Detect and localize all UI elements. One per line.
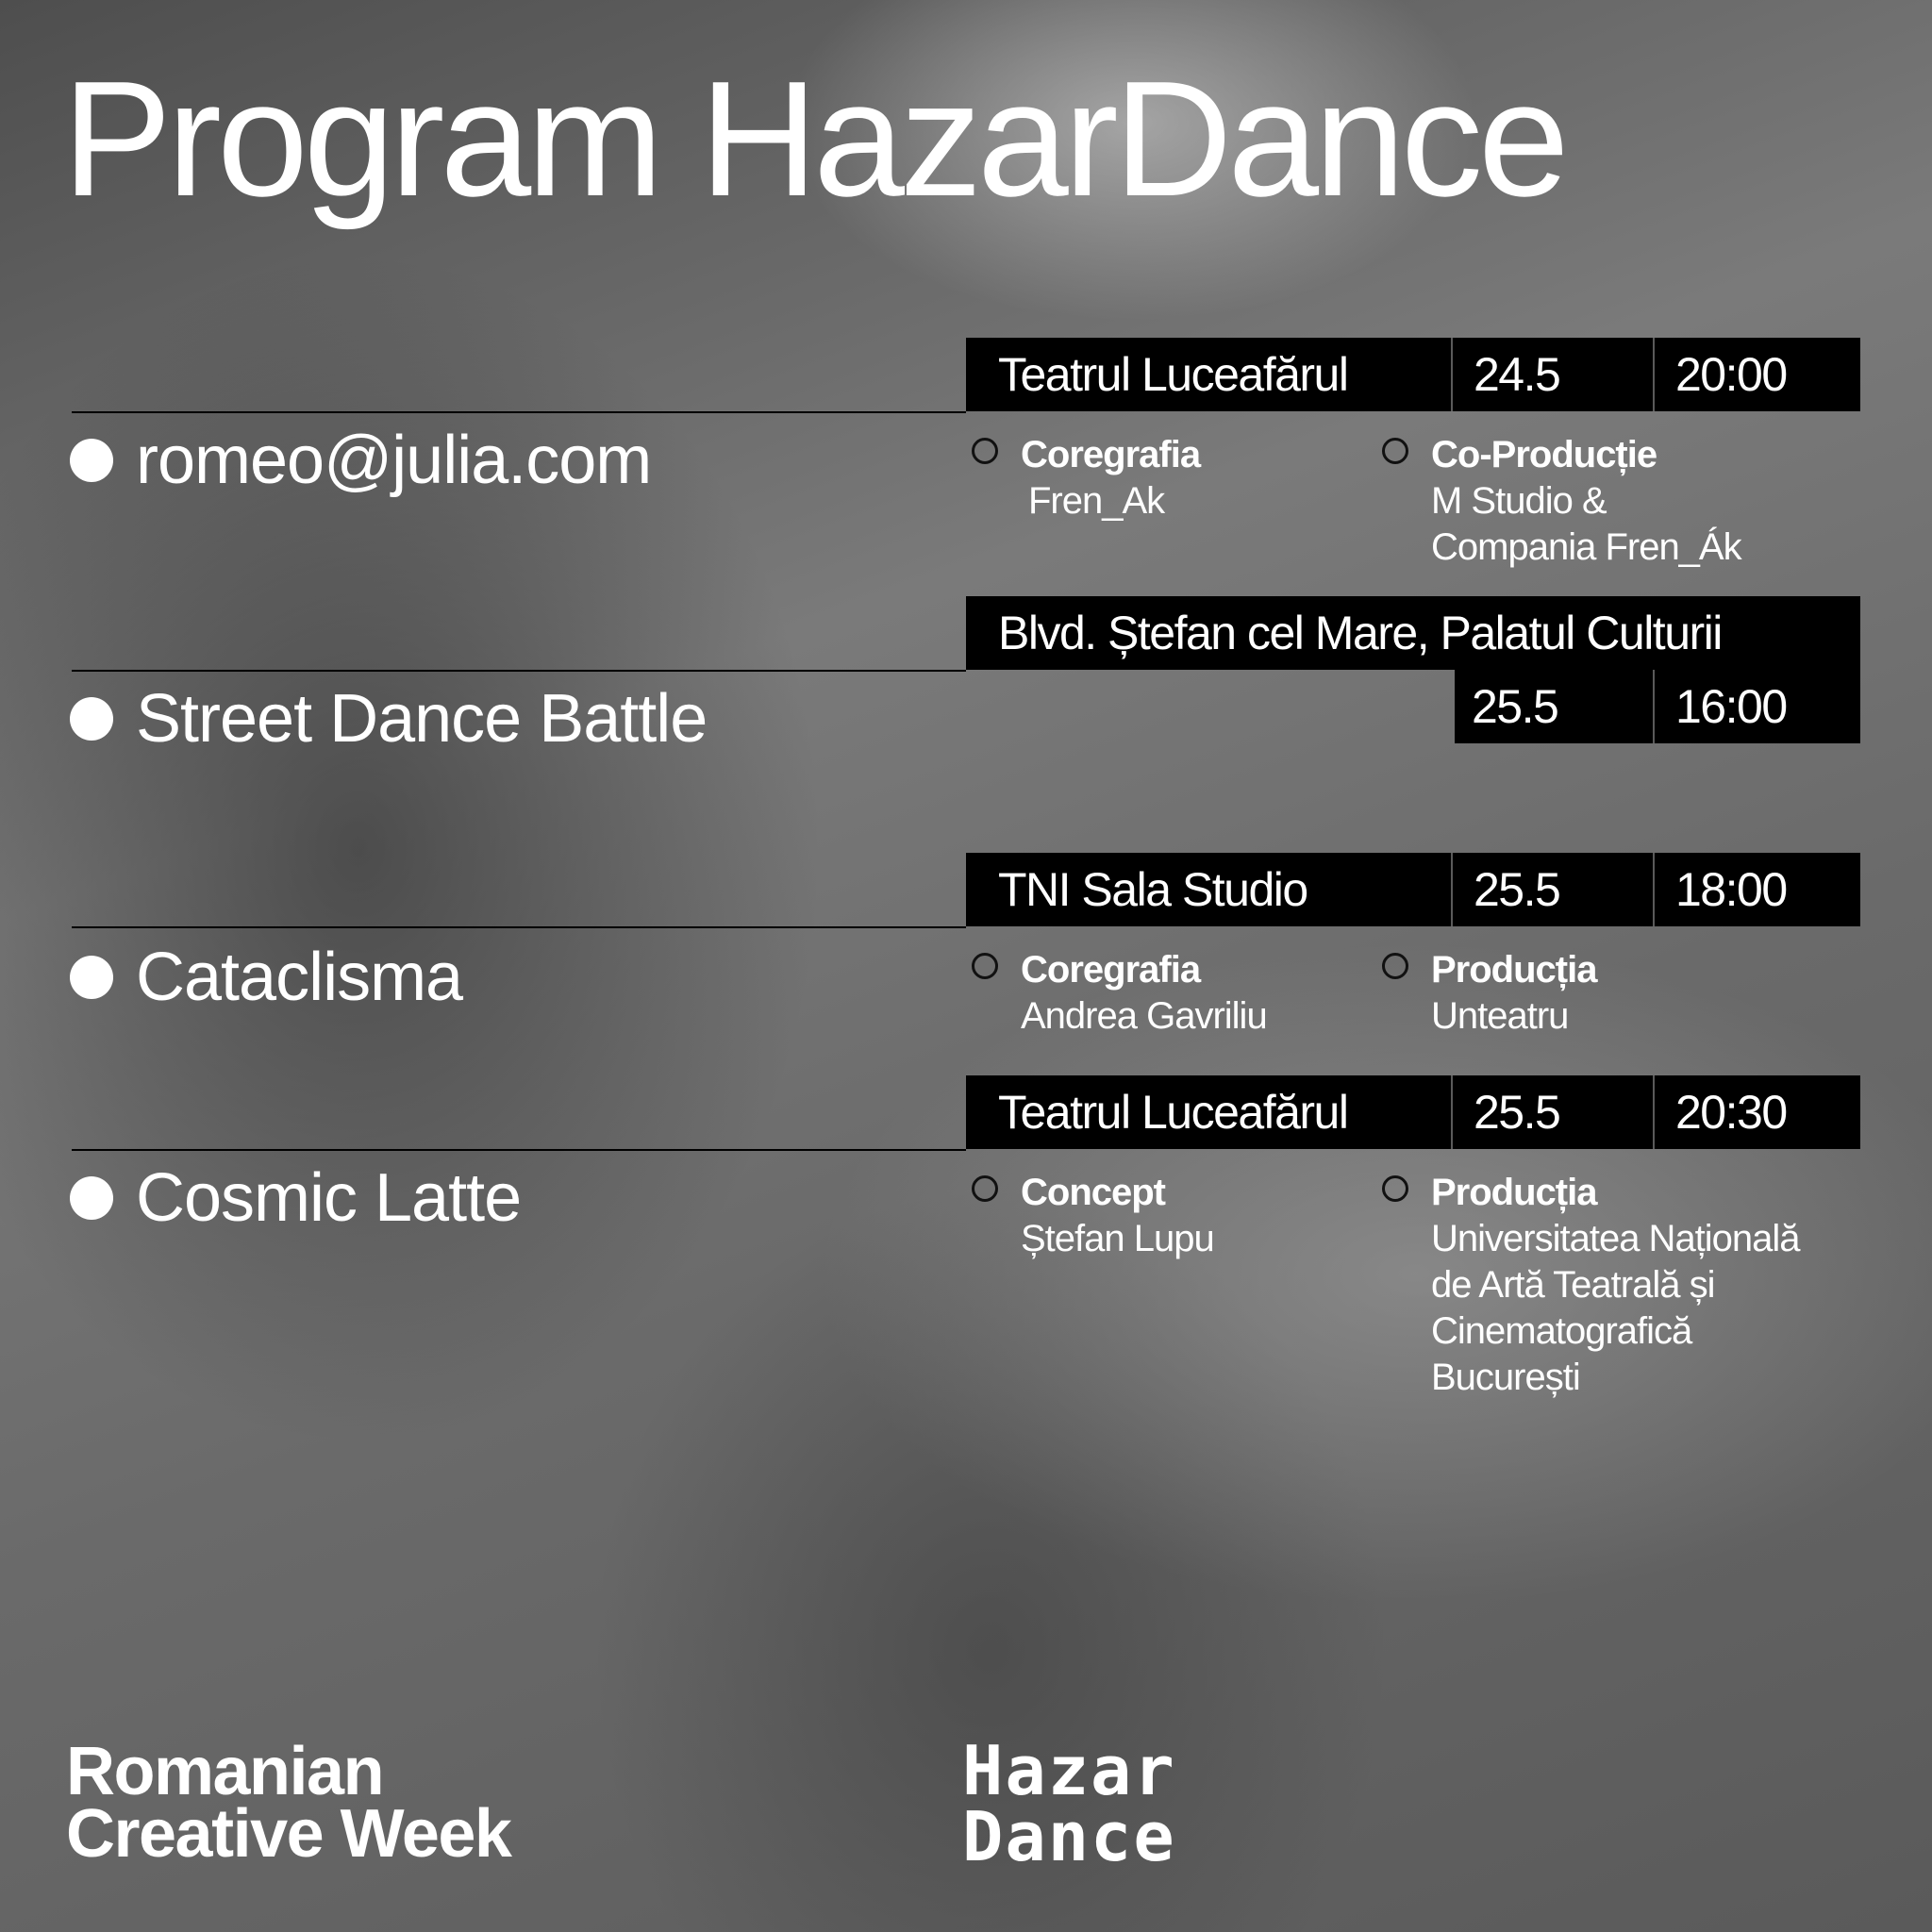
venue: Blvd. Ștefan cel Mare, Palatul Culturii <box>998 607 1722 659</box>
venue: Teatrul Luceafărul <box>998 348 1348 401</box>
hazardance-logo <box>962 1731 1176 1876</box>
page-title: Program HazarDance <box>62 46 1565 230</box>
credit-value: Universitatea Națională <box>1431 1218 1800 1259</box>
credit-value: Ștefan Lupu <box>1021 1218 1214 1259</box>
divider-line <box>72 926 966 928</box>
event-title: romeo@julia.com <box>136 423 652 498</box>
venue: Teatrul Luceafărul <box>998 1086 1348 1139</box>
divider-line <box>72 411 966 413</box>
credit-choreography <box>972 947 1267 1040</box>
event-title: Cataclisma <box>136 940 463 1015</box>
event-3-info-bar <box>966 853 1860 926</box>
credit-label: Producția <box>1431 1172 1597 1213</box>
credit-value: Andrea Gavriliu <box>1021 995 1267 1037</box>
credit-label: Producția <box>1431 949 1597 991</box>
ring-icon <box>1382 1175 1408 1202</box>
event-3-title <box>70 940 463 1015</box>
credit-value: Fren_Ak <box>1028 480 1165 522</box>
credit-label: Concept <box>1021 1172 1165 1213</box>
credit-production <box>1382 947 1596 1040</box>
time: 20:30 <box>1653 1075 1860 1149</box>
event-1-info-bar <box>966 338 1860 411</box>
festival-name-line: Romanian <box>66 1734 384 1809</box>
credit-value: Compania Fren_Ák <box>1431 526 1741 568</box>
ring-icon <box>972 438 998 464</box>
logo-line: Hazar <box>962 1731 1176 1810</box>
bullet-dot <box>70 439 113 482</box>
time: 16:00 <box>1653 670 1860 743</box>
event-title: Cosmic Latte <box>136 1160 522 1236</box>
credit-value: Cinematografică <box>1431 1310 1692 1352</box>
credit-value: M Studio & <box>1431 480 1607 522</box>
bullet-dot <box>70 697 113 741</box>
credit-value: Unteatru <box>1431 995 1569 1037</box>
credit-coproduction <box>1382 432 1741 571</box>
venue: TNI Sala Studio <box>998 863 1307 916</box>
credit-choreography <box>972 432 1200 525</box>
bullet-dot <box>70 1176 113 1220</box>
event-4-info-bar <box>966 1075 1860 1149</box>
ring-icon <box>972 1175 998 1202</box>
credit-label: Co-Producție <box>1431 434 1657 475</box>
date: 25.5 <box>1451 1075 1653 1149</box>
credit-value: București <box>1431 1357 1580 1398</box>
event-title: Street Dance Battle <box>136 681 708 757</box>
credit-production <box>1382 1170 1800 1401</box>
ring-icon <box>1382 953 1408 979</box>
credit-value: de Artă Teatrală și <box>1431 1264 1715 1306</box>
event-4-title <box>70 1160 522 1236</box>
ring-icon <box>1382 438 1408 464</box>
event-2-venue-bar <box>966 596 1860 670</box>
divider-line <box>72 1149 966 1151</box>
ring-icon <box>972 953 998 979</box>
bullet-dot <box>70 956 113 999</box>
date: 25.5 <box>1472 680 1558 733</box>
time: 18:00 <box>1653 853 1860 926</box>
event-2-title <box>70 681 708 757</box>
event-1-title <box>70 423 652 498</box>
date: 24.5 <box>1451 338 1653 411</box>
event-2-time-bar <box>1455 670 1860 743</box>
date: 25.5 <box>1451 853 1653 926</box>
credit-label: Coregrafia <box>1021 949 1201 991</box>
divider-line <box>72 670 966 672</box>
festival-name <box>66 1734 511 1872</box>
credit-concept <box>972 1170 1214 1262</box>
logo-line: Dance <box>962 1797 1176 1876</box>
credit-label: Coregrafia <box>1021 434 1201 475</box>
time: 20:00 <box>1653 338 1860 411</box>
festival-name-line: Creative Week <box>66 1796 511 1872</box>
